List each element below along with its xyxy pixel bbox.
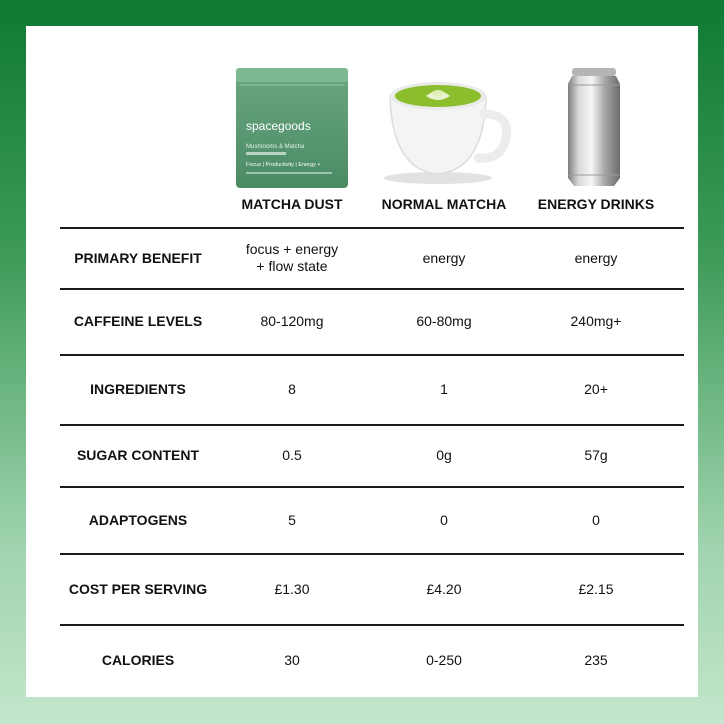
- row-label-calories: CALORIES: [101, 651, 175, 668]
- cell-matcha-dust-sugar-content: 0.5: [282, 447, 302, 463]
- cell-energy-drinks-sugar-content: 57g: [584, 447, 608, 463]
- cell-normal-matcha-sugar-content: 0g: [436, 447, 452, 463]
- row-label-cost-per-serving: COST PER SERVING: [68, 580, 208, 597]
- cell-energy-drinks-caffeine-levels: 240mg+: [570, 313, 622, 329]
- cell-energy-drinks-calories: 235: [584, 651, 608, 668]
- row-label-primary-benefit: PRIMARY BENEFIT: [74, 249, 202, 266]
- cell-normal-matcha-primary-benefit: energy: [422, 249, 466, 266]
- pack-tags: Focus | Productivity | Energy +: [246, 162, 321, 168]
- cell-energy-drinks-ingredients: 20+: [584, 381, 608, 397]
- energy-drink-can-image: [564, 66, 624, 190]
- column-header-energy-drinks: ENERGY DRINKS: [537, 196, 655, 212]
- column-header-matcha-dust: MATCHA DUST: [241, 196, 343, 212]
- pack-brand: spacegoods: [246, 119, 311, 133]
- cell-matcha-dust-adaptogens: 5: [288, 511, 296, 528]
- column-header-normal-matcha: NORMAL MATCHA: [381, 196, 507, 212]
- comparison-card: [26, 26, 698, 697]
- cell-normal-matcha-cost-per-serving: £4.20: [426, 580, 462, 597]
- row-label-ingredients: INGREDIENTS: [90, 381, 186, 397]
- cell-normal-matcha-adaptogens: 0: [440, 511, 448, 528]
- matcha-dust-pack-image: [234, 66, 350, 190]
- cell-normal-matcha-ingredients: 1: [440, 381, 448, 397]
- row-label-adaptogens: ADAPTOGENS: [88, 511, 188, 528]
- cell-matcha-dust-calories: 30: [284, 651, 300, 668]
- cell-matcha-dust-primary-benefit: focus + energy + flow state: [245, 241, 339, 274]
- row-label-sugar-content: SUGAR CONTENT: [76, 447, 200, 463]
- cell-matcha-dust-ingredients: 8: [288, 381, 296, 397]
- cell-energy-drinks-primary-benefit: energy: [574, 249, 618, 266]
- row-label-caffeine-levels: CAFFEINE LEVELS: [73, 313, 203, 329]
- cell-matcha-dust-cost-per-serving: £1.30: [274, 580, 310, 597]
- cell-normal-matcha-caffeine-levels: 60-80mg: [416, 313, 472, 329]
- cell-matcha-dust-caffeine-levels: 80-120mg: [260, 313, 324, 329]
- pack-subtitle: Mushrooms & Matcha: [246, 144, 305, 150]
- cell-normal-matcha-calories: 0-250: [426, 651, 462, 668]
- cell-energy-drinks-cost-per-serving: £2.15: [578, 580, 614, 597]
- matcha-latte-cup-image: [382, 74, 512, 186]
- cell-energy-drinks-adaptogens: 0: [592, 511, 600, 528]
